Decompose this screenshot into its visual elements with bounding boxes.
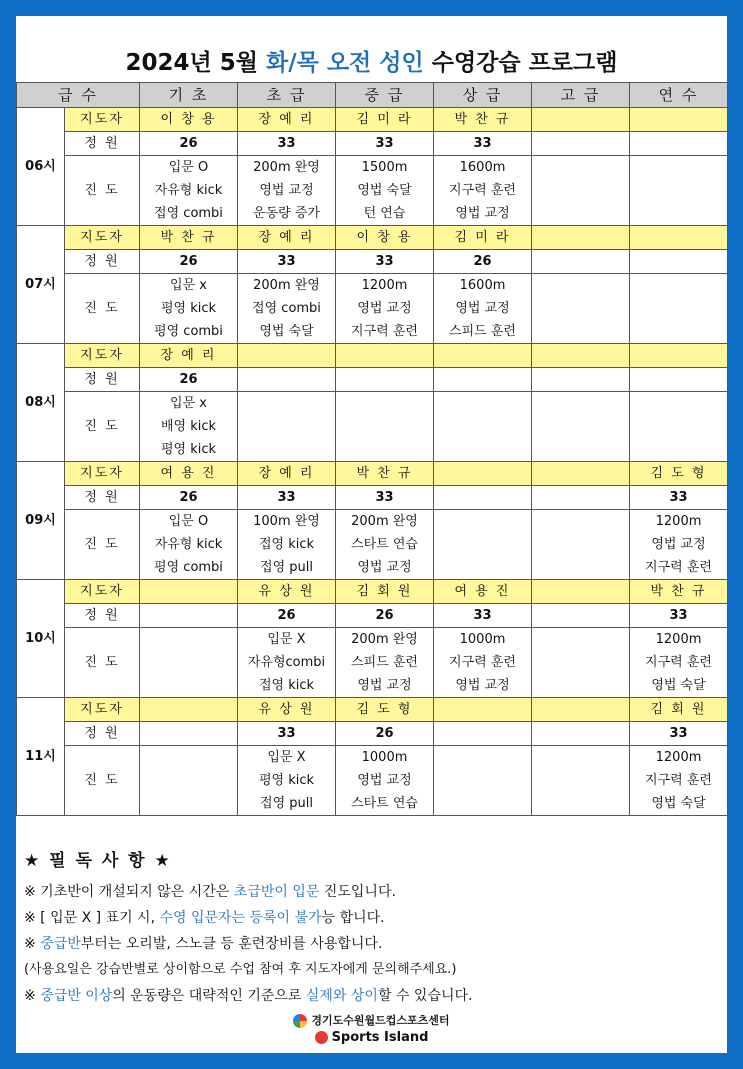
progress-cell xyxy=(140,392,238,462)
capacity-cell: 33 xyxy=(238,250,336,274)
instructor-cell xyxy=(238,344,336,368)
instructor-cell: 장 예 리 xyxy=(238,108,336,132)
progress-cell xyxy=(630,274,728,344)
instructor-cell xyxy=(336,344,434,368)
instructor-cell: 박 찬 규 xyxy=(630,580,728,604)
instructor-label: 지도자 xyxy=(65,462,140,486)
progress-line: 지구력 훈련 xyxy=(351,324,418,339)
notice-line-2: ※ [ 입문 X ] 표기 시, 수영 입문자는 등록이 불가능 합니다. xyxy=(24,910,385,926)
logo-org: 경기도수원월드컵스포츠센터 xyxy=(16,1012,727,1028)
progress-cell xyxy=(532,392,630,462)
instructor-row xyxy=(17,344,728,368)
instructor-label: 지도자 xyxy=(65,698,140,722)
emblem-icon xyxy=(293,1014,307,1028)
progress-line: 1500m xyxy=(361,160,408,175)
progress-line: 1200m xyxy=(655,750,702,765)
progress-line: 영법 숙달 xyxy=(259,324,314,339)
capacity-row xyxy=(17,132,728,156)
instructor-cell: 이 창 용 xyxy=(336,226,434,250)
notice-line-4: (사용요일은 강습반별로 상이함으로 수업 참여 후 지도자에게 문의해주세요.) xyxy=(24,962,457,977)
progress-line: 입문 X xyxy=(267,632,306,647)
capacity-cell xyxy=(630,132,728,156)
capacity-cell: 26 xyxy=(336,722,434,746)
capacity-row xyxy=(17,486,728,510)
capacity-cell: 33 xyxy=(336,486,434,510)
capacity-cell xyxy=(532,604,630,628)
instructor-label: 지도자 xyxy=(65,226,140,250)
capacity-row xyxy=(17,368,728,392)
progress-line: 운동량 증가 xyxy=(253,206,320,221)
progress-cell xyxy=(434,274,532,344)
progress-cell xyxy=(532,156,630,226)
capacity-cell: 33 xyxy=(630,604,728,628)
progress-cell xyxy=(532,510,630,580)
progress-label: 진 도 xyxy=(65,156,140,226)
instructor-cell: 김 미 라 xyxy=(434,226,532,250)
progress-cell xyxy=(238,156,336,226)
progress-line: 스피드 훈련 xyxy=(351,655,418,670)
instructor-row xyxy=(17,226,728,250)
instructor-cell: 여 용 진 xyxy=(434,580,532,604)
capacity-cell xyxy=(434,722,532,746)
schedule-sheet xyxy=(16,16,727,1053)
progress-line: 영법 교정 xyxy=(455,678,510,693)
progress-cell xyxy=(630,746,728,816)
capacity-label: 정 원 xyxy=(65,250,140,274)
progress-line: 200m 완영 xyxy=(253,278,320,293)
instructor-cell: 박 찬 규 xyxy=(336,462,434,486)
instructor-cell xyxy=(434,462,532,486)
instructor-cell: 장 예 리 xyxy=(238,226,336,250)
capacity-cell xyxy=(140,604,238,628)
capacity-cell: 26 xyxy=(336,604,434,628)
progress-cell xyxy=(434,392,532,462)
capacity-row xyxy=(17,250,728,274)
sports-center-logo xyxy=(16,1012,727,1045)
capacity-cell xyxy=(532,250,630,274)
progress-line: 입문 X xyxy=(267,750,306,765)
capacity-label: 정 원 xyxy=(65,486,140,510)
progress-line: 영법 교정 xyxy=(455,301,510,316)
progress-cell xyxy=(140,746,238,816)
capacity-cell: 26 xyxy=(434,250,532,274)
hour-cell: 07시 xyxy=(17,226,65,344)
progress-line: 입문 x xyxy=(170,278,207,293)
capacity-cell xyxy=(434,368,532,392)
progress-cell xyxy=(336,156,434,226)
progress-cell xyxy=(630,156,728,226)
instructor-cell: 박 찬 규 xyxy=(140,226,238,250)
progress-line: 영법 숙달 xyxy=(651,678,706,693)
instructor-cell xyxy=(532,580,630,604)
header-level: 급 수 xyxy=(17,83,140,108)
progress-cell xyxy=(336,510,434,580)
header-beginner: 초 급 xyxy=(238,83,336,108)
progress-line: 지구력 훈련 xyxy=(645,560,712,575)
instructor-cell xyxy=(630,108,728,132)
capacity-cell: 33 xyxy=(238,722,336,746)
capacity-row xyxy=(17,722,728,746)
instructor-cell: 김 도 형 xyxy=(336,698,434,722)
instructor-row xyxy=(17,580,728,604)
instructor-row xyxy=(17,462,728,486)
progress-line: 200m 완영 xyxy=(253,160,320,175)
progress-line: 평영 combi xyxy=(154,324,223,339)
capacity-cell: 26 xyxy=(140,132,238,156)
capacity-label: 정 원 xyxy=(65,722,140,746)
capacity-cell xyxy=(532,132,630,156)
instructor-label: 지도자 xyxy=(65,580,140,604)
instructor-cell xyxy=(630,344,728,368)
progress-line: 1600m xyxy=(459,278,506,293)
progress-cell xyxy=(140,156,238,226)
notice-line-1: ※ 기초반이 개설되지 않은 시간은 초급반이 입문 진도입니다. xyxy=(24,884,396,900)
progress-line: 영법 교정 xyxy=(455,206,510,221)
progress-cell xyxy=(238,510,336,580)
progress-line: 영법 교정 xyxy=(357,678,412,693)
capacity-cell: 26 xyxy=(140,486,238,510)
capacity-label: 정 원 xyxy=(65,604,140,628)
s-logo-icon xyxy=(315,1031,328,1044)
instructor-cell: 김 회 원 xyxy=(630,698,728,722)
capacity-cell xyxy=(532,486,630,510)
progress-label: 진 도 xyxy=(65,628,140,698)
header-basic: 기 초 xyxy=(140,83,238,108)
progress-line: 영법 교정 xyxy=(259,183,314,198)
capacity-cell: 33 xyxy=(630,722,728,746)
capacity-cell: 33 xyxy=(336,250,434,274)
capacity-label: 정 원 xyxy=(65,132,140,156)
header-row xyxy=(17,83,728,108)
hour-cell: 09시 xyxy=(17,462,65,580)
capacity-cell: 26 xyxy=(140,368,238,392)
progress-cell xyxy=(238,392,336,462)
progress-cell xyxy=(630,628,728,698)
instructor-cell: 여 용 진 xyxy=(140,462,238,486)
progress-line: 영법 교정 xyxy=(357,301,412,316)
progress-line: 스타트 연습 xyxy=(351,537,418,552)
capacity-row xyxy=(17,604,728,628)
progress-line: 접영 pull xyxy=(260,796,313,811)
progress-cell xyxy=(336,746,434,816)
progress-line: 평영 kick xyxy=(160,442,217,457)
progress-line: 접영 combi xyxy=(154,206,223,221)
capacity-cell: 33 xyxy=(238,132,336,156)
progress-line: 영법 교정 xyxy=(357,560,412,575)
progress-line: 영법 교정 xyxy=(651,537,706,552)
header-intermediate: 중 급 xyxy=(336,83,434,108)
progress-label: 진 도 xyxy=(65,392,140,462)
instructor-cell: 박 찬 규 xyxy=(434,108,532,132)
instructor-cell: 유 상 원 xyxy=(238,580,336,604)
notice-section xyxy=(24,846,714,1009)
instructor-cell: 장 예 리 xyxy=(140,344,238,368)
progress-line: 접영 kick xyxy=(258,678,315,693)
progress-cell xyxy=(434,156,532,226)
capacity-cell: 26 xyxy=(140,250,238,274)
progress-label: 진 도 xyxy=(65,274,140,344)
instructor-row xyxy=(17,108,728,132)
notice-line-5: ※ 중급반 이상의 운동량은 대략적인 기준으로 실제와 상이할 수 있습니다. xyxy=(24,988,473,1004)
progress-label: 진 도 xyxy=(65,510,140,580)
capacity-cell xyxy=(532,368,630,392)
capacity-cell: 33 xyxy=(434,132,532,156)
capacity-label: 정 원 xyxy=(65,368,140,392)
progress-cell xyxy=(630,510,728,580)
notice-line-3: ※ 중급반부터는 오리발, 스노클 등 훈련장비를 사용합니다. xyxy=(24,936,383,952)
capacity-cell: 33 xyxy=(336,132,434,156)
instructor-cell xyxy=(140,580,238,604)
hour-cell: 06시 xyxy=(17,108,65,226)
progress-cell xyxy=(336,628,434,698)
progress-cell xyxy=(238,746,336,816)
progress-cell xyxy=(336,274,434,344)
hour-cell: 11시 xyxy=(17,698,65,816)
progress-cell xyxy=(532,274,630,344)
capacity-cell xyxy=(630,368,728,392)
progress-line: 1000m xyxy=(361,750,408,765)
instructor-cell xyxy=(532,226,630,250)
progress-line: 평영 kick xyxy=(160,301,217,316)
progress-line: 1200m xyxy=(361,278,408,293)
progress-label: 진 도 xyxy=(65,746,140,816)
capacity-cell xyxy=(630,250,728,274)
progress-cell xyxy=(140,628,238,698)
instructor-cell: 김 미 라 xyxy=(336,108,434,132)
hour-cell: 08시 xyxy=(17,344,65,462)
hour-cell: 10시 xyxy=(17,580,65,698)
capacity-cell: 33 xyxy=(238,486,336,510)
instructor-cell: 장 예 리 xyxy=(238,462,336,486)
progress-line: 200m 완영 xyxy=(351,514,418,529)
progress-cell xyxy=(336,392,434,462)
instructor-row xyxy=(17,698,728,722)
progress-cell xyxy=(434,746,532,816)
progress-line: 접영 combi xyxy=(252,301,321,316)
progress-cell xyxy=(140,510,238,580)
progress-cell xyxy=(532,746,630,816)
progress-line: 1600m xyxy=(459,160,506,175)
progress-line: 영법 교정 xyxy=(357,773,412,788)
progress-line: 배영 kick xyxy=(160,419,217,434)
progress-cell xyxy=(140,274,238,344)
progress-line: 자유형 kick xyxy=(154,537,223,552)
progress-line: 입문 O xyxy=(168,514,209,529)
capacity-cell: 33 xyxy=(434,604,532,628)
instructor-cell xyxy=(532,698,630,722)
progress-cell xyxy=(238,628,336,698)
instructor-cell xyxy=(140,698,238,722)
progress-line: 지구력 훈련 xyxy=(449,655,516,670)
progress-line: 1200m xyxy=(655,632,702,647)
instructor-cell xyxy=(630,226,728,250)
instructor-cell xyxy=(532,462,630,486)
progress-cell xyxy=(238,274,336,344)
header-upper: 상 급 xyxy=(434,83,532,108)
page-title xyxy=(16,44,727,77)
title-suffix: 수영강습 프로그램 xyxy=(423,50,618,76)
title-prefix: 2024년 5월 xyxy=(125,50,266,76)
progress-line: 스피드 훈련 xyxy=(449,324,516,339)
progress-line: 입문 x xyxy=(170,396,207,411)
instructor-cell: 이 창 용 xyxy=(140,108,238,132)
capacity-cell xyxy=(336,368,434,392)
progress-line: 스타트 연습 xyxy=(351,796,418,811)
capacity-cell: 33 xyxy=(630,486,728,510)
notice-heading: ★ 필 독 사 항 ★ xyxy=(24,851,172,871)
capacity-cell xyxy=(140,722,238,746)
instructor-label: 지도자 xyxy=(65,344,140,368)
progress-line: 자유형combi xyxy=(247,655,326,670)
progress-line: 자유형 kick xyxy=(154,183,223,198)
progress-line: 100m 완영 xyxy=(253,514,320,529)
progress-line: 1000m xyxy=(459,632,506,647)
progress-cell xyxy=(434,510,532,580)
progress-line: 접영 pull xyxy=(260,560,313,575)
progress-line: 입문 O xyxy=(168,160,209,175)
progress-line: 1200m xyxy=(655,514,702,529)
progress-line: 평영 kick xyxy=(258,773,315,788)
instructor-cell: 김 회 원 xyxy=(336,580,434,604)
instructor-cell xyxy=(532,344,630,368)
capacity-cell: 26 xyxy=(238,604,336,628)
header-training: 연 수 xyxy=(630,83,728,108)
schedule-table xyxy=(16,82,728,816)
instructor-cell: 유 상 원 xyxy=(238,698,336,722)
progress-cell xyxy=(630,392,728,462)
capacity-cell xyxy=(238,368,336,392)
progress-line: 지구력 훈련 xyxy=(645,773,712,788)
instructor-cell: 김 도 형 xyxy=(630,462,728,486)
progress-cell xyxy=(532,628,630,698)
capacity-cell xyxy=(434,486,532,510)
instructor-label: 지도자 xyxy=(65,108,140,132)
progress-line: 턴 연습 xyxy=(363,206,406,221)
capacity-cell xyxy=(532,722,630,746)
progress-line: 접영 kick xyxy=(258,537,315,552)
progress-cell xyxy=(434,628,532,698)
progress-line: 영법 숙달 xyxy=(651,796,706,811)
title-highlight: 화/목 오전 성인 xyxy=(265,50,424,76)
progress-line: 평영 combi xyxy=(154,560,223,575)
instructor-cell xyxy=(434,344,532,368)
progress-line: 200m 완영 xyxy=(351,632,418,647)
progress-line: 지구력 훈련 xyxy=(449,183,516,198)
instructor-cell xyxy=(434,698,532,722)
header-advanced: 고 급 xyxy=(532,83,630,108)
logo-brand: Sports Island xyxy=(16,1030,727,1045)
instructor-cell xyxy=(532,108,630,132)
progress-line: 지구력 훈련 xyxy=(645,655,712,670)
progress-line: 영법 숙달 xyxy=(357,183,412,198)
